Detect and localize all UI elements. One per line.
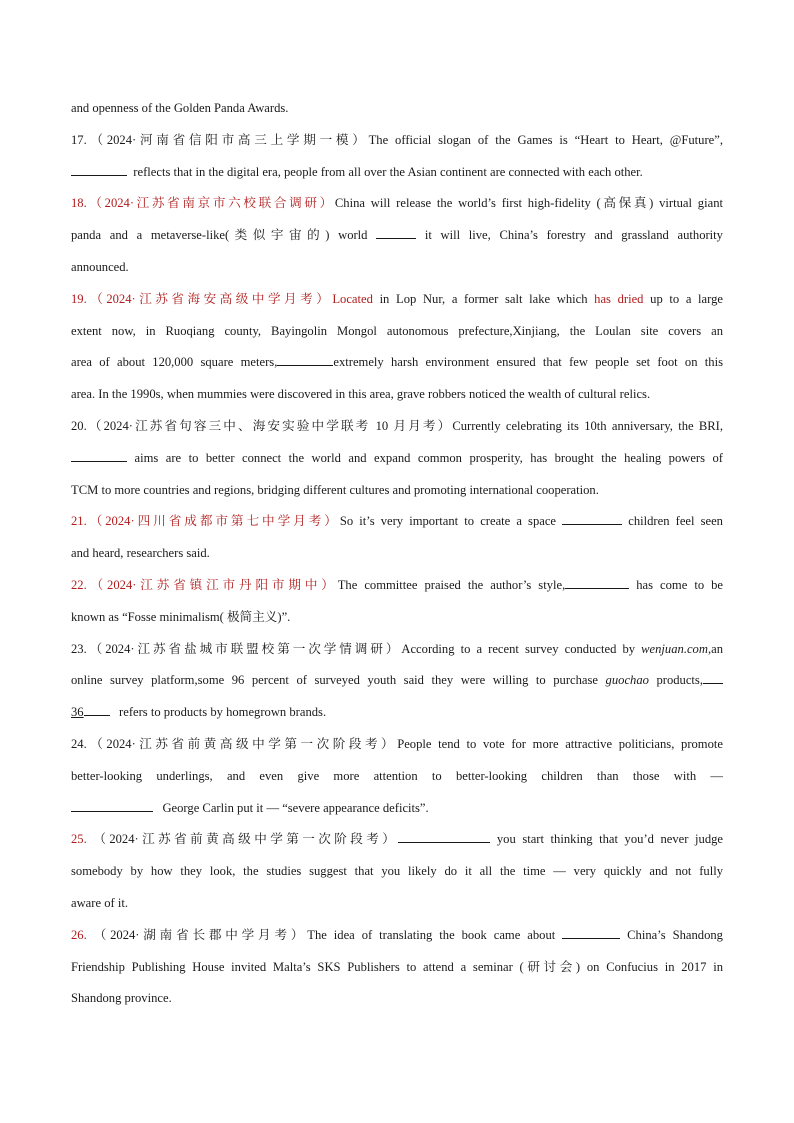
question-source: （2024·江苏省句容三中、海安实验中学联考 10 月月考） [86, 418, 453, 433]
text: children feel seen [628, 514, 723, 529]
question-25-line-2 [71, 861, 723, 881]
text: known as “Fosse minimalism( 极简主义)”. [71, 609, 291, 624]
question-18-line-3 [71, 257, 723, 277]
question-18 [71, 193, 723, 213]
text: So it’s very important to create a space [339, 514, 557, 529]
answer-blank[interactable] [565, 576, 629, 589]
question-25 [71, 829, 723, 849]
text: Friendship Publishing House invited Malta’s SKS Publishers to attend a seminar (研讨会) on Confucius in 2017 in [71, 959, 723, 974]
text: People tend to vote for more attractive politicians, promote [397, 736, 723, 751]
question-source: （2024·江苏省海安高级中学月考） [86, 291, 333, 306]
question-22 [71, 575, 723, 595]
question-number: 25. [71, 832, 87, 847]
answer-blank[interactable] [703, 671, 723, 684]
question-number: 20. [71, 418, 87, 433]
question-23 [71, 639, 723, 659]
question-20-line-3 [71, 480, 723, 500]
answer-blank[interactable] [562, 926, 620, 939]
text: in Lop Nur, a former salt lake which [379, 291, 588, 306]
text: and openness of the Golden Panda Awards. [71, 101, 289, 115]
answer-blank[interactable] [84, 703, 110, 716]
question-source: （2024·江苏省镇江市丹阳市期中） [86, 577, 338, 592]
question-26 [71, 925, 723, 945]
text: extremely harsh environment ensured that few people set foot on this [333, 355, 723, 370]
question-20 [71, 416, 723, 436]
answer-blank[interactable] [376, 226, 416, 239]
text: it will live, China’s forestry and grassland authority [424, 228, 723, 243]
answer-blank[interactable] [71, 799, 153, 812]
question-21-line-2 [71, 543, 723, 563]
question-source: （2024·湖南省长郡中学月考） [93, 927, 308, 942]
text: According to a recent survey conducted by [401, 641, 636, 656]
question-source: （2024·四川省成都市第七中学月考） [86, 514, 340, 529]
text: The committee praised the author’s style, [337, 577, 566, 592]
question-number: 19. [71, 291, 87, 306]
text: refers to products by homegrown brands. [119, 705, 327, 720]
italic-term: guochao [605, 673, 649, 688]
text: area of about 120,000 square meters, [71, 355, 278, 370]
text: The official slogan of the Games is “Heart to Heart, @Future”, [368, 132, 723, 147]
text: reflects that in the digital era, people from all over the Asian continent are connected with each other. [133, 164, 643, 179]
question-19 [71, 289, 723, 309]
question-number: 26. [71, 927, 87, 942]
text: ,an [707, 641, 723, 656]
answer-blank[interactable] [398, 830, 490, 843]
question-number: 23. [71, 641, 87, 656]
text: announced. [71, 259, 129, 274]
question-source: （2024·江苏省盐城市联盟校第一次学情调研） [86, 641, 402, 656]
text: you start thinking that you’d never judge [496, 832, 724, 847]
text: Shandong province. [71, 991, 172, 1006]
answer-blank[interactable] [277, 353, 333, 366]
blank-number: 36 [71, 705, 84, 720]
highlighted-word: Located [332, 291, 373, 306]
text: up to a large [650, 291, 724, 306]
question-26-line-3 [71, 988, 723, 1008]
text: online survey platform,some 96 percent of surveyed youth said they were willing to purchase [71, 673, 599, 688]
question-20-line-2 [71, 448, 723, 468]
answer-blank[interactable] [562, 512, 622, 525]
question-source: （2024·河南省信阳市高三上学期一模） [86, 132, 369, 147]
answer-blank[interactable] [71, 163, 127, 176]
text: panda and a metaverse-like(类似宇宙的) world [71, 228, 368, 243]
question-26-line-2 [71, 957, 723, 977]
question-17 [71, 130, 723, 150]
text: products, [656, 673, 703, 688]
question-19-line-2 [71, 321, 723, 341]
text: China’s Shandong [627, 927, 723, 942]
text: better-looking underlings, and even give more attention to better-looking children than those with — [71, 768, 723, 783]
text: TCM to more countries and regions, bridging different cultures and promoting international cooperation. [71, 482, 599, 497]
question-number: 22. [71, 577, 87, 592]
text: and heard, researchers said. [71, 546, 210, 561]
text: somebody by how they look, the studies suggest that you likely do it all the time — very quickly and not fully [71, 864, 723, 879]
answer-blank[interactable] [71, 449, 127, 462]
question-24-line-2 [71, 766, 723, 786]
question-number: 24. [71, 736, 87, 751]
text: George Carlin put it — “severe appearance deficits”. [162, 800, 429, 815]
text: area. In the 1990s, when mummies were discovered in this area, grave robbers noticed the wealth of cultural relics. [71, 387, 651, 402]
question-19-line-3 [71, 352, 723, 372]
italic-term: wenjuan.com [641, 641, 708, 656]
text: China will release the world’s first high-fidelity (高保真) virtual giant [334, 196, 723, 211]
question-number: 18. [71, 196, 87, 211]
text: aims are to better connect the world and expand common prosperity, has brought the healing powers of [134, 450, 723, 465]
text: The idea of translating the book came about [307, 927, 556, 942]
question-19-line-4 [71, 384, 723, 404]
question-24 [71, 734, 723, 754]
highlighted-word: has dried [594, 291, 644, 306]
text: Currently celebrating its 10th anniversary, the BRI, [452, 418, 723, 433]
continuation-line [71, 98, 723, 118]
question-23-line-3 [71, 702, 723, 722]
question-source: （2024·江苏省南京市六校联合调研） [86, 196, 335, 211]
question-22-line-2 [71, 607, 723, 627]
question-source: （2024·江苏省前黄高级中学第一次阶段考） [93, 832, 399, 847]
question-21 [71, 511, 723, 531]
question-number: 17. [71, 132, 87, 147]
question-17-line-2 [71, 162, 723, 182]
question-23-line-2 [71, 670, 723, 690]
text: has come to be [636, 577, 724, 592]
exercise-list [71, 98, 723, 1020]
question-source: （2024·江苏省前黄高级中学第一次阶段考） [86, 736, 398, 751]
text: aware of it. [71, 895, 128, 910]
text: extent now, in Ruoqiang county, Bayingolin Mongol autonomous prefecture,Xinjiang, the Loulan site covers an [71, 323, 723, 338]
question-number: 21. [71, 514, 87, 529]
question-25-line-3 [71, 893, 723, 913]
question-24-line-3 [71, 798, 723, 818]
question-18-line-2 [71, 225, 723, 245]
